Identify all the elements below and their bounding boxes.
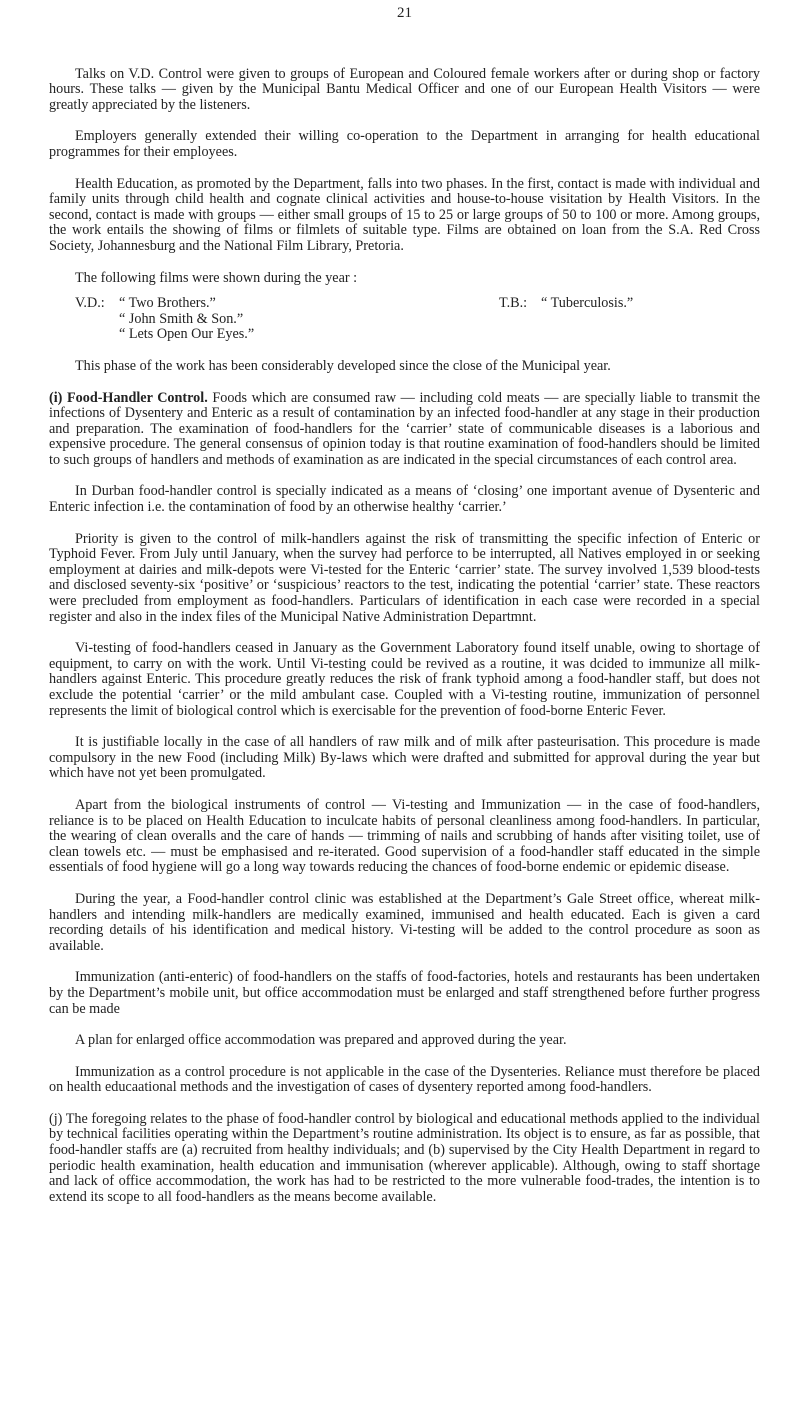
films-vd-tag: V.D.: bbox=[75, 295, 105, 312]
page-number: 21 bbox=[397, 5, 412, 21]
paragraph-clinic: During the year, a Food-handler control clinic was established at the Department’s Gale Street office, whereat milk-handlers and intending milk-handlers are medically examined, immunised and health educated. Each is given a card recording details of his identification and medical history. Vi-testing will be added to the control procedure as soon as available. bbox=[49, 890, 760, 954]
paragraph-foregoing: (j) The foregoing relates to the phase of food-handler control by biological and educational methods applied to the individual by technical facilities operating within the Department’s routine administration. Its object is to ensure, as far as possible, that food-handler staffs are (a) recruited from healthy individuals; and (b) supervised by the City Health Department in regard to periodic health examination, health education and immunisation (wherever applicable). Although, owing to staff shortage and lack of office accommodation, the work has had to be restricted to the more vulnerable food-trades, the intention is to extend its scope to all food-handlers as the means become available. bbox=[49, 1110, 760, 1205]
films-tb-titles bbox=[541, 296, 633, 343]
section-heading: (i) Food-Handler Control. bbox=[49, 389, 208, 406]
films-row bbox=[75, 296, 760, 343]
films-list bbox=[49, 271, 760, 343]
paragraph-employers: Employers generally extended their willing co-operation to the Department in arranging for health educational programmes for their employees. bbox=[49, 128, 760, 160]
paragraph-health-education: Health Education, as promoted by the Department, falls into two phases. In the first, contact is made with individual and family units through child health and cognate clinical activities and house-to-house visitation by Health Visitors. In the second, contact is made with groups — either small groups of 15 to 25 or large groups of 50 to 100 or more. Among groups, the work entails the showing of films or filmlets of suitable type. Films are obtained on loan from the S.A. Red Cross Society, Johannesburg and the National Film Library, Pretoria. bbox=[49, 175, 760, 254]
films-intro: The following films were shown during the year : bbox=[75, 269, 358, 286]
paragraph-immunization-staffs: Immunization (anti-enteric) of food-handlers on the staffs of food-factories, hotels and restaurants has been undertaken by the Department’s mobile unit, but office accommodation must be enlarged and staff strengthened before further progress can be made bbox=[49, 969, 760, 1017]
films-tb-group bbox=[499, 296, 633, 343]
paragraph-office-plan: A plan for enlarged office accommodation was prepared and approved during the year. bbox=[75, 1032, 567, 1049]
paragraph-priority: Priority is given to the control of milk-handlers against the risk of transmitting the specific infection of Enteric or Typhoid Fever. From July until January, when the survey had perforce to be interrupted, all Natives employed in or seeking employment at dairies and milk-depots were Vi-tested for the Enteric ‘carrier’ state. The survey involved 1,539 blood-tests and disclosed seventy-six ‘positive’ or ‘suspicious’ reactors to the test, indicating the potential ‘carrier’ state. These reactors were precluded from employment as food-handlers. Particulars of identification in each case were recorded in a special register and also in the index files of the Municipal Native Administration Departmnt. bbox=[49, 530, 760, 625]
paragraph-durban: In Durban food-handler control is specially indicated as a means of ‘closing’ one important avenue of Dysenteric and Enteric infection i.e. the contamination of food by an otherwise healthy ‘carrier.’ bbox=[49, 483, 760, 516]
film-title: “ Tuberculosis.” bbox=[541, 295, 634, 312]
films-vd-group bbox=[75, 296, 499, 343]
paragraph-text: Foods which are consumed raw — including cold meats — are specially liable to transmit the infections of Dysentery and Enteric as a result of contamination by an infected food-handler at any stage in their production and preparation. The examination of food-handlers for the ‘carrier’ state of communicable diseases is a laborious and expensive procedure. The general consensus of opinion today is that routine examination of food-handlers should be limited to such groups of handlers and methods of examination as are indicated in the special circumstances of each control area. bbox=[49, 389, 760, 468]
paragraph-dysenteries: Immunization as a control procedure is not applicable in the case of the Dysenteries. Reliance must therefore be placed on health educaational methods and the investigation of cases of dysentery reported among food-handlers. bbox=[49, 1063, 760, 1096]
films-vd-titles bbox=[119, 296, 254, 343]
film-title: “ Two Brothers.” bbox=[119, 295, 216, 312]
paragraph-vd-talks: Talks on V.D. Control were given to groups of European and Coloured female workers after or during shop or factory hours. These talks — given by the Municipal Bantu Medical Officer and one of our European Health Visitors — were greatly appreciated by the listeners. bbox=[49, 65, 760, 113]
film-title: “ Lets Open Our Eyes.” bbox=[119, 326, 255, 343]
paragraph-apart-from: Apart from the biological instruments of control — Vi-testing and Immunization — in the case of food-handlers, reliance is to be placed on Health Education to inculcate habits of personal cleanliness among food-handlers. In particular, the wearing of clean overalls and the care of hands — trimming of nails and scrubbing of hands after visiting toilet, use of clean towels etc. — must be emphasised and re-iterated. Good supervision of a food-handler staff educated in the simple essentials of food hygiene will go a long way towards reducing the chances of food-borne endemic or epidemic disease. bbox=[49, 796, 760, 876]
paragraph-justifiable: It is justifiable locally in the case of all handlers of raw milk and of milk after pasteurisation. This procedure is made compulsory in the new Food (including Milk) By-laws which were drafted and submitted for approval during the year but which have not yet been promulgated. bbox=[49, 734, 760, 782]
paragraph-food-handler-control bbox=[49, 391, 760, 469]
films-tb-tag: T.B.: bbox=[499, 295, 528, 312]
paragraph-phase-developed: This phase of the work has been considerably developed since the close of the Municipal year. bbox=[75, 357, 611, 374]
paragraph-vi-testing: Vi-testing of food-handlers ceased in January as the Government Laboratory found itself unable, owing to shortage of equipment, to carry on with the work. Until Vi-testing could be revived as a routine, it was dcided to immunize all milk-handlers against Enteric. This procedure greatly reduces the risk of frank typhoid among a food-handler staff, but does not exclude the potential ‘carrier’ or the mild ambulant case. Coupled with a Vi-testing routine, immunization of personnel represents the limit of biological control which is exercisable for the prevention of food-borne Enteric Fever. bbox=[49, 640, 760, 719]
film-title: “ John Smith & Son.” bbox=[119, 310, 244, 327]
